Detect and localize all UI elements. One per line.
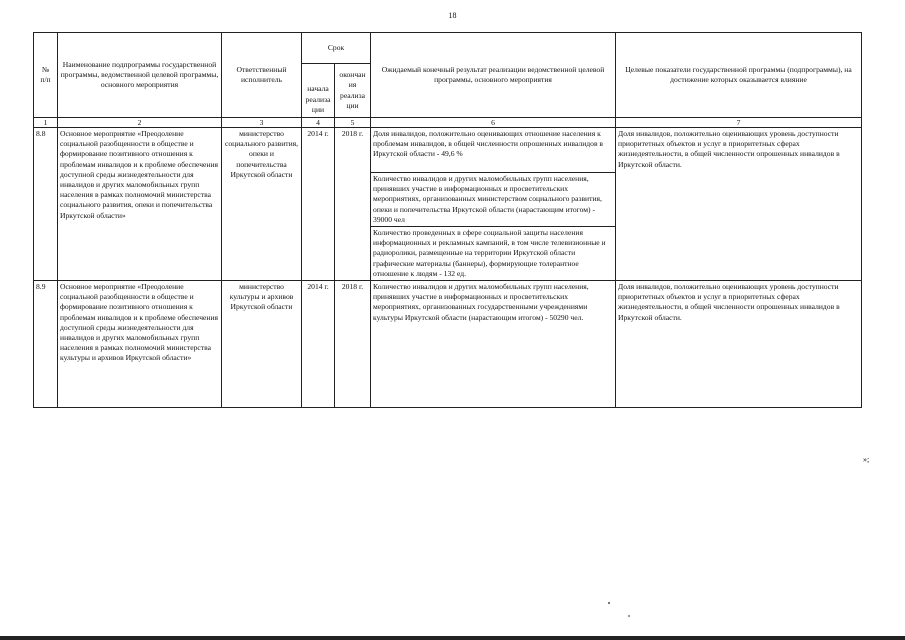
header-name: Наименование подпрограммы государственной программы, ведомственной целевой программы, основного мероприятия xyxy=(58,33,222,118)
row-start: 2014 г. xyxy=(302,128,335,281)
header-result: Ожидаемый конечный результат реализации ведомственной целевой программы, основного мероприятия xyxy=(371,33,616,118)
scan-speck xyxy=(608,602,610,604)
header-term: Срок xyxy=(302,33,371,64)
scan-speck xyxy=(628,615,630,617)
table-row xyxy=(34,128,862,173)
header-end: окончан ия реализа ции xyxy=(335,64,371,118)
row-result: Количество проведенных в сфере социальной защиты населения информационных и рекламных кампаний, в том числе телевизионные и радиоролики, размещенные на территории Иркутской области графические материалы (баннеры), формирующие толерантное отношение к людям - 132 ед. xyxy=(371,227,616,281)
col-number-1: 1 xyxy=(34,118,58,128)
row-name: Основное мероприятие «Преодоление социальной разобщенности в обществе и формирование позитивного отношения к проблемам инвалидов и к проблеме обеспечения доступной среды жизнедеятельности для инвалидов и других маломобильных групп населения в рамках полномочий министерства социального развития, опеки и попечительства Иркутской области» xyxy=(58,128,222,281)
row-executor: министерство социального развития, опеки и попечительства Иркутской области xyxy=(222,128,302,281)
closing-quote-mark: »; xyxy=(863,455,870,464)
row-name: Основное мероприятие «Преодоление социальной разобщенности в обществе и формирование позитивного отношения к проблемам инвалидов и к проблеме обеспечения доступной среды жизнедеятельности для инвалидов и других маломобильных групп населения в рамках полномочий министерства культуры и архивов Иркутской области» xyxy=(58,281,222,408)
col-number-2: 2 xyxy=(58,118,222,128)
col-number-4: 4 xyxy=(302,118,335,128)
header-num: № п/п xyxy=(34,33,58,118)
row-end: 2018 г. xyxy=(335,128,371,281)
col-number-3: 3 xyxy=(222,118,302,128)
header-indicators: Целевые показатели государственной программы (подпрограммы), на достижение которых оказывается влияние xyxy=(616,33,862,118)
scan-edge-bar xyxy=(0,636,905,640)
row-num: 8.9 xyxy=(34,281,58,408)
header-start: начала реализа ции xyxy=(302,64,335,118)
row-result: Количество инвалидов и других маломобильных групп населения, принявших участие в информационных и просветительских мероприятиях, организованных государственными учреждениями культуры Иркутской области (нарастающим итогом) - 50290 чел. xyxy=(371,281,616,408)
row-start: 2014 г. xyxy=(302,281,335,408)
row-indicator: Доля инвалидов, положительно оценивающих уровень доступности приоритетных объектов и услуг в приоритетных сферах жизнедеятельности, в общей численности опрошенных инвалидов в Иркутской области. xyxy=(616,128,862,281)
header-executor: Ответственный исполнитель xyxy=(222,33,302,118)
row-indicator: Доля инвалидов, положительно оценивающих уровень доступности приоритетных объектов и услуг в приоритетных сферах жизнедеятельности, в общей численности опрошенных инвалидов в Иркутской области. xyxy=(616,281,862,408)
program-table xyxy=(33,32,862,408)
row-result: Доля инвалидов, положительно оценивающих отношение населения к проблемам инвалидов, в общей численности опрошенных инвалидов в Иркутской области - 49,6 % xyxy=(371,128,616,173)
row-num: 8.8 xyxy=(34,128,58,281)
col-number-7: 7 xyxy=(616,118,862,128)
row-executor: министерство культуры и архивов Иркутской области xyxy=(222,281,302,408)
row-result: Количество инвалидов и других маломобильных групп населения, принявших участие в информационных и просветительских мероприятиях, организованных министерством социального развития, опеки и попечительства Иркутской области (нарастающим итогом) - 39000 чел xyxy=(371,173,616,227)
table-row xyxy=(34,281,862,408)
col-number-5: 5 xyxy=(335,118,371,128)
row-end: 2018 г. xyxy=(335,281,371,408)
column-number-row xyxy=(34,118,862,128)
page-number: 18 xyxy=(448,11,457,20)
col-number-6: 6 xyxy=(371,118,616,128)
